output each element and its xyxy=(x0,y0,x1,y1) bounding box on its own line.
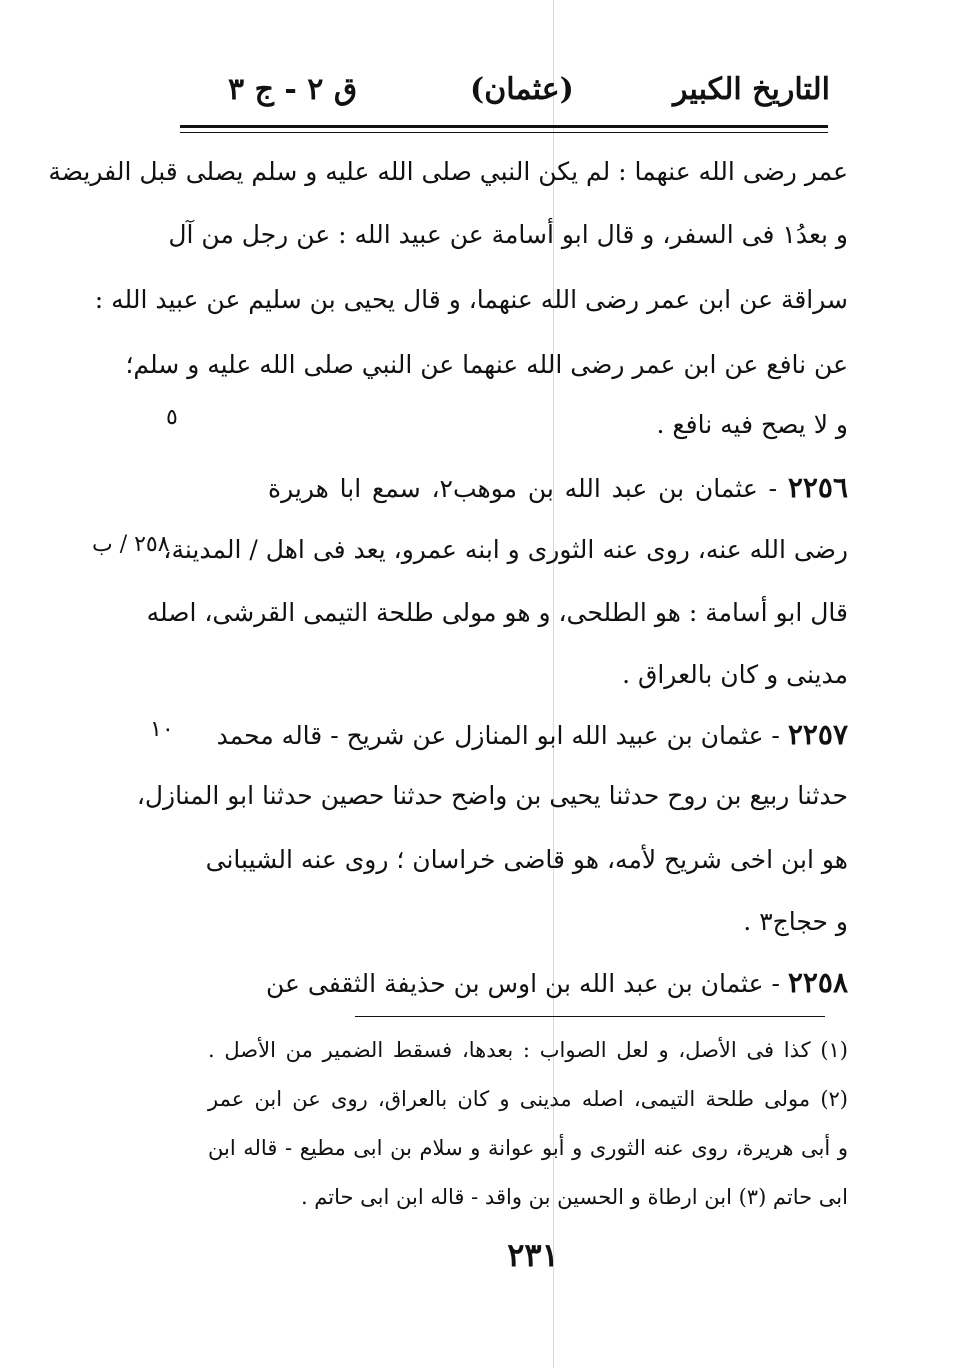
entry-2257-heading: - عثمان بن عبيد الله ابو المنازل عن شريح - قاله محمد xyxy=(216,721,780,750)
running-header xyxy=(170,68,830,128)
body-line-3: سراقة عن ابن عمر رضى الله عنهما، و قال يحيى بن سليم عن عبيد الله : xyxy=(94,285,848,314)
footnote-separator xyxy=(355,1016,825,1017)
header-rule-thick xyxy=(180,125,828,128)
entry-2257-number: ٢٢٥٧ xyxy=(787,718,848,751)
entry-2258-number: ٢٢٥٨ xyxy=(787,966,848,999)
entry-2258-line-1 xyxy=(265,963,848,1004)
header-volume: ق ٢ - ج ٣ xyxy=(228,72,358,107)
header-section: (عثمان) xyxy=(470,72,574,107)
footnote-line-3: و أبى هريرة، روى عنه الثورى و أبو عوانة و سلام بن ابى مطيع - قاله ابن xyxy=(208,1136,848,1160)
entry-2257-line-4: و حجاج٣ . xyxy=(743,907,848,936)
footnote-line-2: (٢) مولى طلحة التيمى، اصله مدينى و كان بالعراق، روى عن ابن عمر xyxy=(208,1087,848,1111)
entry-2256-line-2: رضى الله عنه، روى عنه الثورى و ابنه عمرو، يعد فى اهل / المدينة، xyxy=(163,535,848,564)
entry-2256-number: ٢٢٥٦ xyxy=(787,471,848,504)
entry-2257-line-3: هو ابن اخى شريح لأمه، هو قاضى خراسان ؛ روى عنه الشيبانى xyxy=(205,845,848,874)
body-line-1: عمر رضى الله عنهما : لم يكن النبي صلى الله عليه و سلم يصلى قبل الفريضة xyxy=(48,157,848,186)
header-rule-thin xyxy=(180,132,828,133)
entry-2256-line-1 xyxy=(268,468,848,509)
header-book-title: التاريخ الكبير xyxy=(672,72,830,107)
margin-line-number-5: ٥ xyxy=(166,405,178,430)
body-line-4: عن نافع عن ابن عمر رضى الله عنهما عن النبي صلى الله عليه و سلم؛ xyxy=(125,350,848,379)
margin-folio-marker: ٢٥٨ / ب xyxy=(92,532,170,557)
entry-2257-line-1 xyxy=(216,715,848,756)
entry-2256-line-3: قال ابو أسامة : هو الطلحى، و هو مولى طلحة التيمى القرشى، اصله xyxy=(146,598,848,627)
body-line-2: و بعدُ١ فى السفر، و قال ابو أسامة عن عبيد الله : عن رجل من آل xyxy=(168,220,848,249)
margin-line-number-10: ١٠ xyxy=(150,717,174,742)
footnote-line-1: (١) كذا فى الأصل، و لعل الصواب : بعدها، فسقط الضمير من الأصل . xyxy=(208,1038,848,1062)
page-number: ٢٣١ xyxy=(507,1236,559,1274)
footnote-line-4: ابى حاتم (٣) ابن ارطاة و الحسين بن واقد - قاله ابن ابى حاتم . xyxy=(300,1185,848,1209)
entry-2258-heading: - عثمان بن عبد الله بن اوس بن حذيفة الثقفى عن xyxy=(265,969,780,998)
entry-2256-heading: - عثمان بن عبد الله بن موهب٢، سمع ابا هريرة xyxy=(268,474,778,503)
entry-2257-line-2: حدثنا ربيع بن روح حدثنا يحيى بن واضح حدثنا حصين حدثنا ابو المنازل، xyxy=(136,781,848,810)
entry-2256-line-4: مدينى و كان بالعراق . xyxy=(622,660,848,689)
body-line-5: و لا يصح فيه نافع . xyxy=(656,410,848,439)
